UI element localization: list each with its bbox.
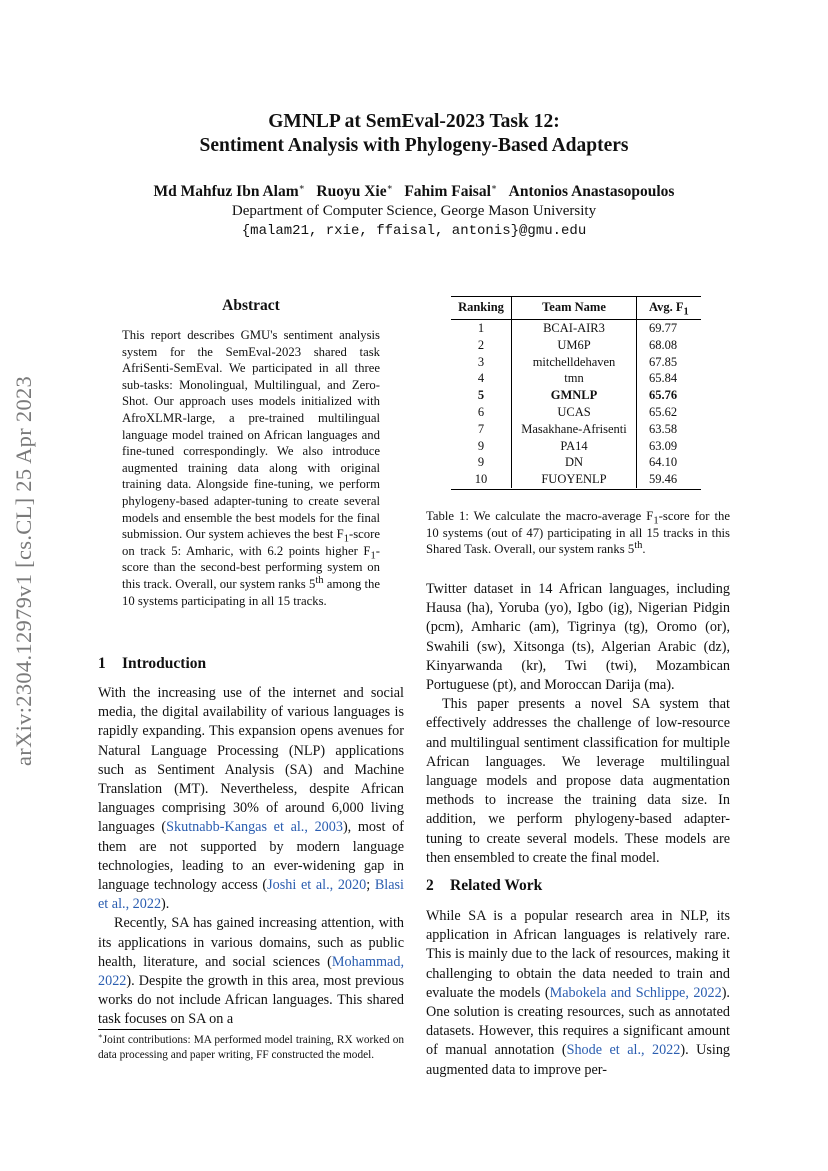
- caption-part: Table 1: We calculate the macro-average F: [426, 509, 654, 523]
- author-name: Antonios Anastasopoulos: [508, 183, 675, 200]
- cell-team-name: UM6P: [512, 337, 637, 354]
- citation-link[interactable]: Joshi et al., 2020: [267, 877, 367, 894]
- author-name: Fahim Faisal: [404, 183, 491, 200]
- cell-team-name: tmn: [512, 370, 637, 387]
- cell-ranking: 2: [451, 337, 512, 354]
- footnote-mark: ∗: [98, 1032, 103, 1041]
- abstract-heading: Abstract: [222, 297, 280, 314]
- cell-avg-f1: 59.46: [649, 472, 678, 487]
- table-bottom-rule: [451, 489, 701, 490]
- table-body: [451, 320, 701, 488]
- cell-avg-f1: 67.85: [649, 354, 678, 369]
- author-name: Ruoyu Xie: [316, 183, 387, 200]
- cell-ranking: 5: [451, 387, 512, 404]
- cell-team-name: PA14: [512, 438, 637, 455]
- section-title: Introduction: [122, 655, 207, 672]
- caption-part: -score for the 10 systems (out of 47) participating in all 15 tracks in this Shared Task. Overall, our system ranks 5: [426, 509, 730, 557]
- cell-ranking: 10: [451, 471, 512, 488]
- citation-link[interactable]: Shode et al., 2022: [566, 1042, 681, 1059]
- text-run: ), most of them are not supported by modern language technologies, leading to an ever-widening gap in language technology access (: [98, 819, 404, 894]
- title-line-1: GMNLP at SemEval-2023 Task 12:: [268, 111, 560, 132]
- author-mark: ∗: [386, 181, 393, 192]
- text-run: Recently, SA has gained increasing attention, with its applications in various domains, such as public health, literature, and social sciences (: [98, 915, 404, 970]
- table-row: [451, 370, 701, 387]
- paragraph: This paper presents a novel SA system that effectively addresses the challenge of low-resource and multilingual sentiment classification for multiple African languages. We leverage multilingual language models and propose data augmentation methods to increase the training data size. In addition, we perform phylogeny-based adapter-tuning to create several models. These models are then ensembled to create the final model.: [426, 696, 730, 866]
- table-row: [451, 320, 701, 337]
- citation-link[interactable]: Mohammad, 2022: [98, 953, 404, 990]
- cell-team-name: FUOYENLP: [512, 471, 637, 488]
- cell-avg-f1: 65.62: [649, 404, 678, 419]
- table-row: [451, 438, 701, 455]
- caption-part: .: [642, 542, 646, 557]
- table-row: [451, 421, 701, 438]
- cell-team-name: DN: [512, 454, 637, 471]
- title-line-2: Sentiment Analysis with Phylogeny-Based Adapters: [199, 135, 629, 156]
- text-run: ). Using augmented data to improve per-: [426, 1042, 731, 1078]
- table-caption: [426, 508, 730, 558]
- author-list: [100, 183, 728, 201]
- citation-link[interactable]: Skutnabb-Kangas et al., 2003: [166, 819, 343, 836]
- cell-avg-f1: 69.77: [649, 321, 678, 335]
- paragraph: [98, 914, 404, 1029]
- introduction-text: [98, 684, 404, 1030]
- cell-avg-f1: 68.08: [649, 337, 678, 352]
- section-number: 2: [426, 877, 434, 894]
- header-ranking: Ranking: [451, 297, 512, 320]
- header-avg-f1: [637, 297, 702, 320]
- arxiv-stamp: arXiv:2304.12979v1 [cs.CL] 25 Apr 2023: [11, 375, 36, 766]
- superscript: th: [634, 539, 643, 551]
- cell-avg-f1: 63.58: [649, 421, 678, 436]
- header-label: Avg. F: [649, 300, 684, 314]
- results-table: [451, 297, 701, 488]
- paragraph: Twitter dataset in 14 African languages, including Hausa (ha), Yoruba (yo), Igbo (ig), Nigerian Pidgin (pcm), Amharic (am), Tigrinya (tg), Oromo (or), Swahili (sw), Xitsonga (ts), Algerian Arabic (dz), Kinyarwanda (kr), Twi (twi), Mozambican Portuguese (pt), and Moroccan Darija (ma).: [426, 581, 730, 694]
- cell-ranking: 9: [451, 438, 512, 455]
- table-row: [451, 337, 701, 354]
- header-team-name: Team Name: [512, 297, 637, 320]
- abstract-part: among the 10 systems participating in all 15 tracks.: [122, 576, 380, 608]
- abstract-part: -score than the second-best performing system on this track. Overall, our system ranks 5: [122, 543, 380, 591]
- cell-avg-f1: 65.84: [649, 371, 678, 386]
- paragraph: [426, 907, 730, 1080]
- footnote-rule: [98, 1029, 180, 1030]
- footnote: [98, 1033, 404, 1062]
- cell-team-name: GMNLP: [512, 387, 637, 404]
- right-column-text: [426, 580, 730, 868]
- table-row: [451, 471, 701, 488]
- cell-avg-f1: 65.76: [649, 388, 678, 403]
- subscript: 1: [683, 306, 689, 318]
- text-run: ;: [366, 877, 375, 894]
- table-header-row: [451, 297, 701, 320]
- cell-ranking: 1: [451, 320, 512, 337]
- cell-team-name: mitchelldehaven: [512, 354, 637, 371]
- cell-ranking: 4: [451, 370, 512, 387]
- cell-team-name: BCAI-AIR3: [512, 320, 637, 337]
- affiliation: Department of Computer Science, George Mason University: [231, 203, 597, 219]
- abstract-part: -score on track 5: Amharic, with 6.2 points higher F: [122, 527, 380, 558]
- author-emails: {malam21, rxie, ffaisal, antonis}@gmu.edu: [241, 223, 587, 239]
- paper-title: [100, 110, 728, 158]
- related-work-text: [426, 907, 730, 1080]
- table-row: [451, 354, 701, 371]
- abstract-text: [122, 327, 380, 609]
- cell-team-name: UCAS: [512, 404, 637, 421]
- section-heading-introduction: [98, 655, 206, 673]
- text-run: ).: [161, 896, 170, 913]
- cell-avg-f1: 63.09: [649, 438, 678, 453]
- paragraph: [98, 684, 404, 914]
- section-title: Related Work: [450, 877, 543, 894]
- table-row: [451, 404, 701, 421]
- cell-ranking: 3: [451, 354, 512, 371]
- subscript: 1: [653, 515, 659, 527]
- cell-team-name: Masakhane-Afrisenti: [512, 421, 637, 438]
- author-mark: ∗: [298, 181, 305, 192]
- superscript: th: [315, 574, 324, 586]
- text-run: ). Despite the growth in this area, most previous works do not include African languages. This shared task focuses on SA on a: [98, 973, 404, 1028]
- author-name: Md Mahfuz Ibn Alam: [153, 183, 299, 200]
- text-run: ). One solution is creating resources, such as annotated datasets. However, this requires a significant amount of manual annotation (: [426, 984, 730, 1059]
- cell-ranking: 6: [451, 404, 512, 421]
- citation-link[interactable]: Blasi et al., 2022: [98, 877, 404, 913]
- cell-ranking: 7: [451, 421, 512, 438]
- text-run: While SA is a popular research area in NLP, its application in African languages is relatively rare. This is mainly due to the lack of resources, making it challenging to obtain the data needed to train and evaluate the models (: [426, 908, 730, 1001]
- text-run: With the increasing use of the internet and social media, the digital availability of various languages is rapidly expanding. This expansion opens avenues for Natural Language Processing (NLP) applications such as Sentiment Analysis (SA) and Machine Translation (MT). Nevertheless, despite African languages comprising 30% of around 6,000 living languages (: [98, 685, 404, 836]
- subscript: 1: [370, 550, 376, 562]
- author-mark: ∗: [490, 181, 498, 192]
- table-row: [451, 454, 701, 471]
- footnote-text: Joint contributions: MA performed model training, RX worked on data processing and paper writing, FF constructed the model.: [98, 1034, 404, 1061]
- citation-link[interactable]: Mabokela and Schlippe, 2022: [549, 984, 722, 1001]
- cell-ranking: 9: [451, 454, 512, 471]
- cell-avg-f1: 64.10: [649, 455, 678, 470]
- section-number: 1: [98, 655, 106, 672]
- abstract-part: This report describes GMU's sentiment analysis system for the SemEval-2023 shared task AfriSenti-SemEval. We participated in all three sub-tasks: Monolingual, Multilingual, and Zero-Shot. Our approach uses models initialized with AfroXLMR-large, a pre-trained multilingual language model trained on African languages and fine-tuned correspondingly. We also introduce augmented training data along with original training data. Alongside fine-tuning, we perform phylogeny-based adapter-tuning to create several models and ensemble the best models for the final submission. Our system achieves the best F: [122, 328, 380, 542]
- section-heading-related-work: [426, 877, 542, 895]
- table-row: [451, 387, 701, 404]
- subscript: 1: [343, 533, 349, 545]
